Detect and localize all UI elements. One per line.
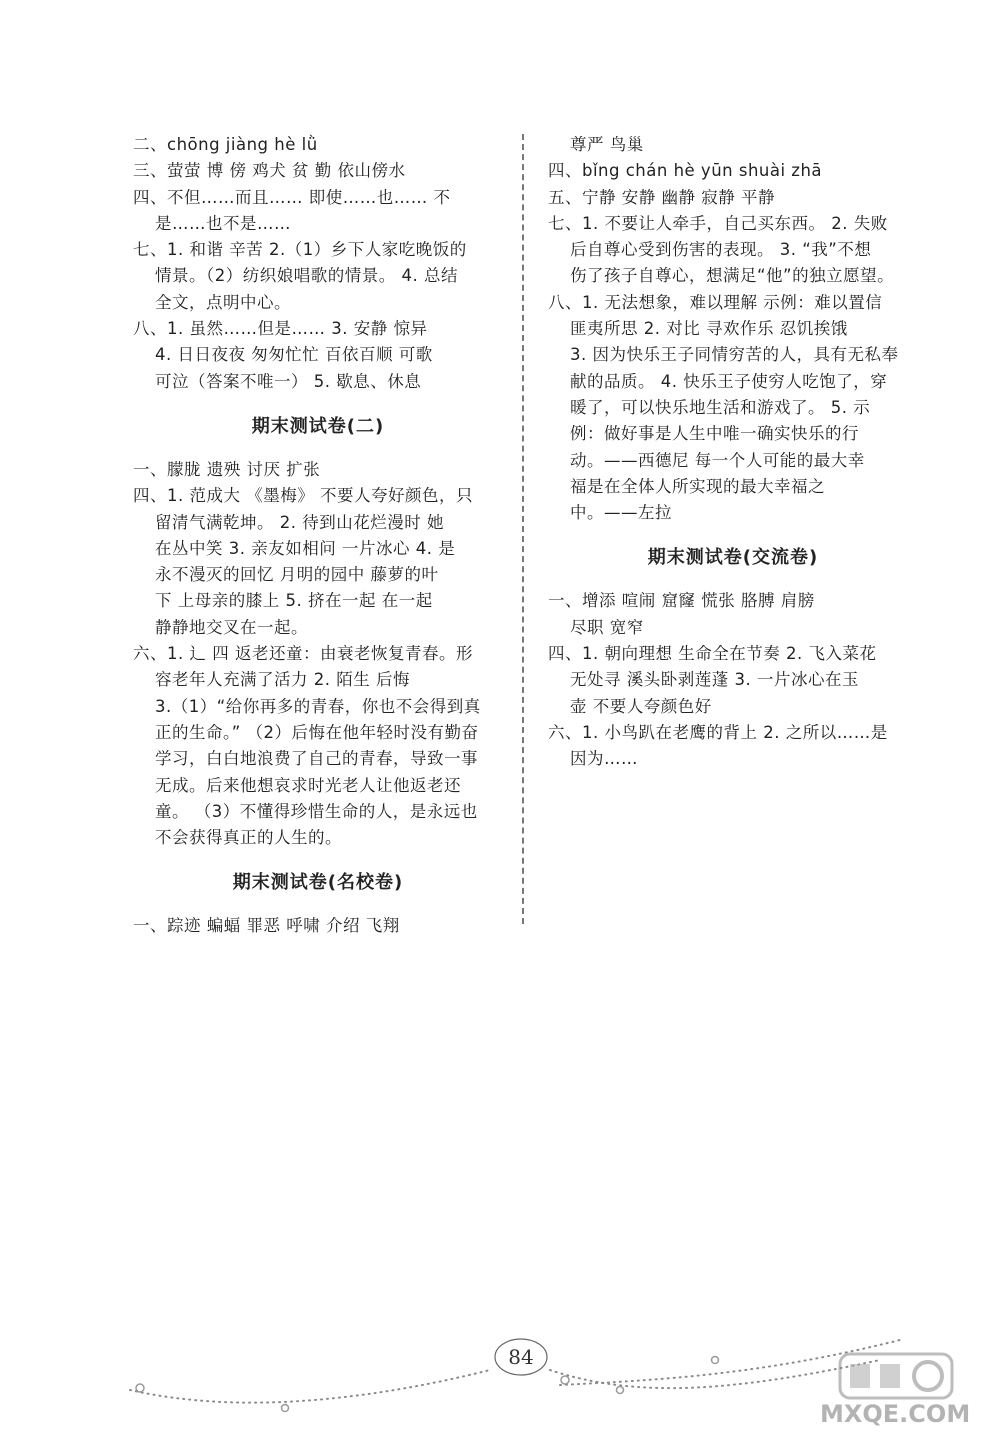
column-divider: [522, 134, 524, 924]
answer-line: 留清气满乾坤。 2. 待到山花烂漫时 她: [155, 512, 444, 532]
answer-line: 全文，点明中心。: [155, 292, 291, 312]
answer-line: 情景。（2）纺织娘唱歌的情景。 4. 总结: [155, 266, 458, 286]
answer-line: 匪夷所思 2. 对比 寻欢作乐 忍饥挨饿: [570, 319, 848, 339]
answer-line: 壶 不要人夸颜色好: [570, 696, 712, 716]
answer-line: 四、1. 范成大 《墨梅》 不要人夸好颜色，只: [133, 486, 473, 506]
answer-line: 3. 因为快乐王子同情穷苦的人，具有无私奉: [570, 345, 899, 365]
answer-line: 四、bǐng chán hè yūn shuài zhā: [548, 161, 823, 181]
answer-line: 伤了孩子自尊心，想满足“他”的独立愿望。: [570, 266, 895, 286]
answer-line: 六、1. 小鸟趴在老鹰的背上 2. 之所以……是: [548, 722, 888, 742]
answer-line: 一、增添 喧闹 窟窿 慌张 胳膊 肩膀: [548, 591, 815, 611]
answer-line: 六、1. 辶 四 返老还童：由衰老恢复青春。形: [133, 644, 473, 664]
section-heading: 期末测试卷(交流卷): [647, 547, 819, 569]
answer-line: 四、1. 朝向理想 生命全在节奏 2. 飞入菜花: [548, 644, 877, 664]
answer-line: 永不漫灭的回忆 月明的园中 藤萝的叶: [155, 565, 439, 585]
answer-line: 八、1. 虽然……但是…… 3. 安静 惊异: [133, 319, 428, 339]
answer-line: 因为……: [570, 749, 638, 769]
answer-line: 童。 （3）不懂得珍惜生命的人，是永远也: [155, 801, 478, 821]
answer-line: 四、不但……而且…… 即使……也…… 不: [133, 187, 451, 207]
section-heading: 期末测试卷(二): [251, 415, 385, 437]
answer-line: 一、踪迹 蝙蝠 罪恶 呼啸 介绍 飞翔: [133, 916, 400, 936]
answer-line: 无处寻 溪头卧剥莲蓬 3. 一片冰心在玉: [570, 670, 859, 690]
answer-line: 正的生命。” （2）后悔在他年轻时没有勤奋: [155, 722, 479, 742]
answer-line: 3.（1）“给你再多的青春，你也不会得到真: [155, 696, 481, 716]
answer-line: 一、朦胧 遗殃 讨厌 扩张: [133, 459, 321, 479]
section-heading: 期末测试卷(名校卷): [232, 872, 404, 894]
answer-line: 例：做好事是人生中唯一确实快乐的行: [570, 424, 859, 444]
watermark-url: MXQE.COM: [820, 1400, 971, 1428]
answer-line: 七、1. 和谐 辛苦 2.（1）乡下人家吃晚饭的: [133, 240, 467, 260]
answer-line: 学习，白白地浪费了自己的青春，导致一事: [155, 749, 478, 769]
answer-line: 八、1. 无法想象，难以理解 示例：难以置信: [548, 292, 883, 312]
answer-line: 动。——西德尼 每一个人可能的最大幸: [570, 450, 865, 470]
answer-line: 不会获得真正的人生的。: [155, 828, 342, 848]
answer-line: 下 上母亲的膝上 5. 挤在一起 在一起: [155, 591, 433, 611]
answer-line: 尊严 鸟巢: [570, 135, 644, 154]
left-column: [133, 132, 503, 940]
answer-line: 4. 日日夜夜 匆匆忙忙 百依百顺 可歌: [155, 345, 433, 365]
answer-line: 三、萤萤 博 傍 鸡犬 贫 勤 依山傍水: [133, 161, 406, 181]
answer-line: 献的品质。 4. 快乐王子使穷人吃饱了，穿: [570, 371, 888, 391]
answer-line: 容老年人充满了活力 2. 陌生 后悔: [155, 670, 410, 690]
answer-line: 二、chōng jiàng hè lǜ: [133, 135, 318, 154]
answer-line: 七、1. 不要让人牵手，自己买东西。 2. 失败: [548, 213, 888, 233]
answer-line: 五、宁静 安静 幽静 寂静 平静: [548, 187, 775, 207]
answer-line: 尽职 宽窄: [570, 617, 644, 637]
answer-line: 暖了，可以快乐地生活和游戏了。 5. 示: [570, 397, 871, 417]
answer-line: 福是在全体人所实现的最大幸福之: [570, 476, 825, 496]
answer-line: 无成。后来他想哀求时光老人让他返老还: [155, 775, 461, 795]
right-column: [548, 132, 918, 773]
answer-line: 在丛中笑 3. 亲友如相问 一片冰心 4. 是: [155, 538, 456, 558]
page-number: 84: [508, 1345, 534, 1369]
answer-line: 是……也不是……: [155, 213, 291, 233]
answer-line: 可泣（答案不唯一） 5. 歇息、休息: [155, 371, 422, 391]
answer-line: 静静地交叉在一起。: [155, 617, 308, 637]
answer-line: 后自尊心受到伤害的表现。 3. “我”不想: [570, 240, 872, 260]
answer-line: 中。——左拉: [570, 503, 672, 523]
